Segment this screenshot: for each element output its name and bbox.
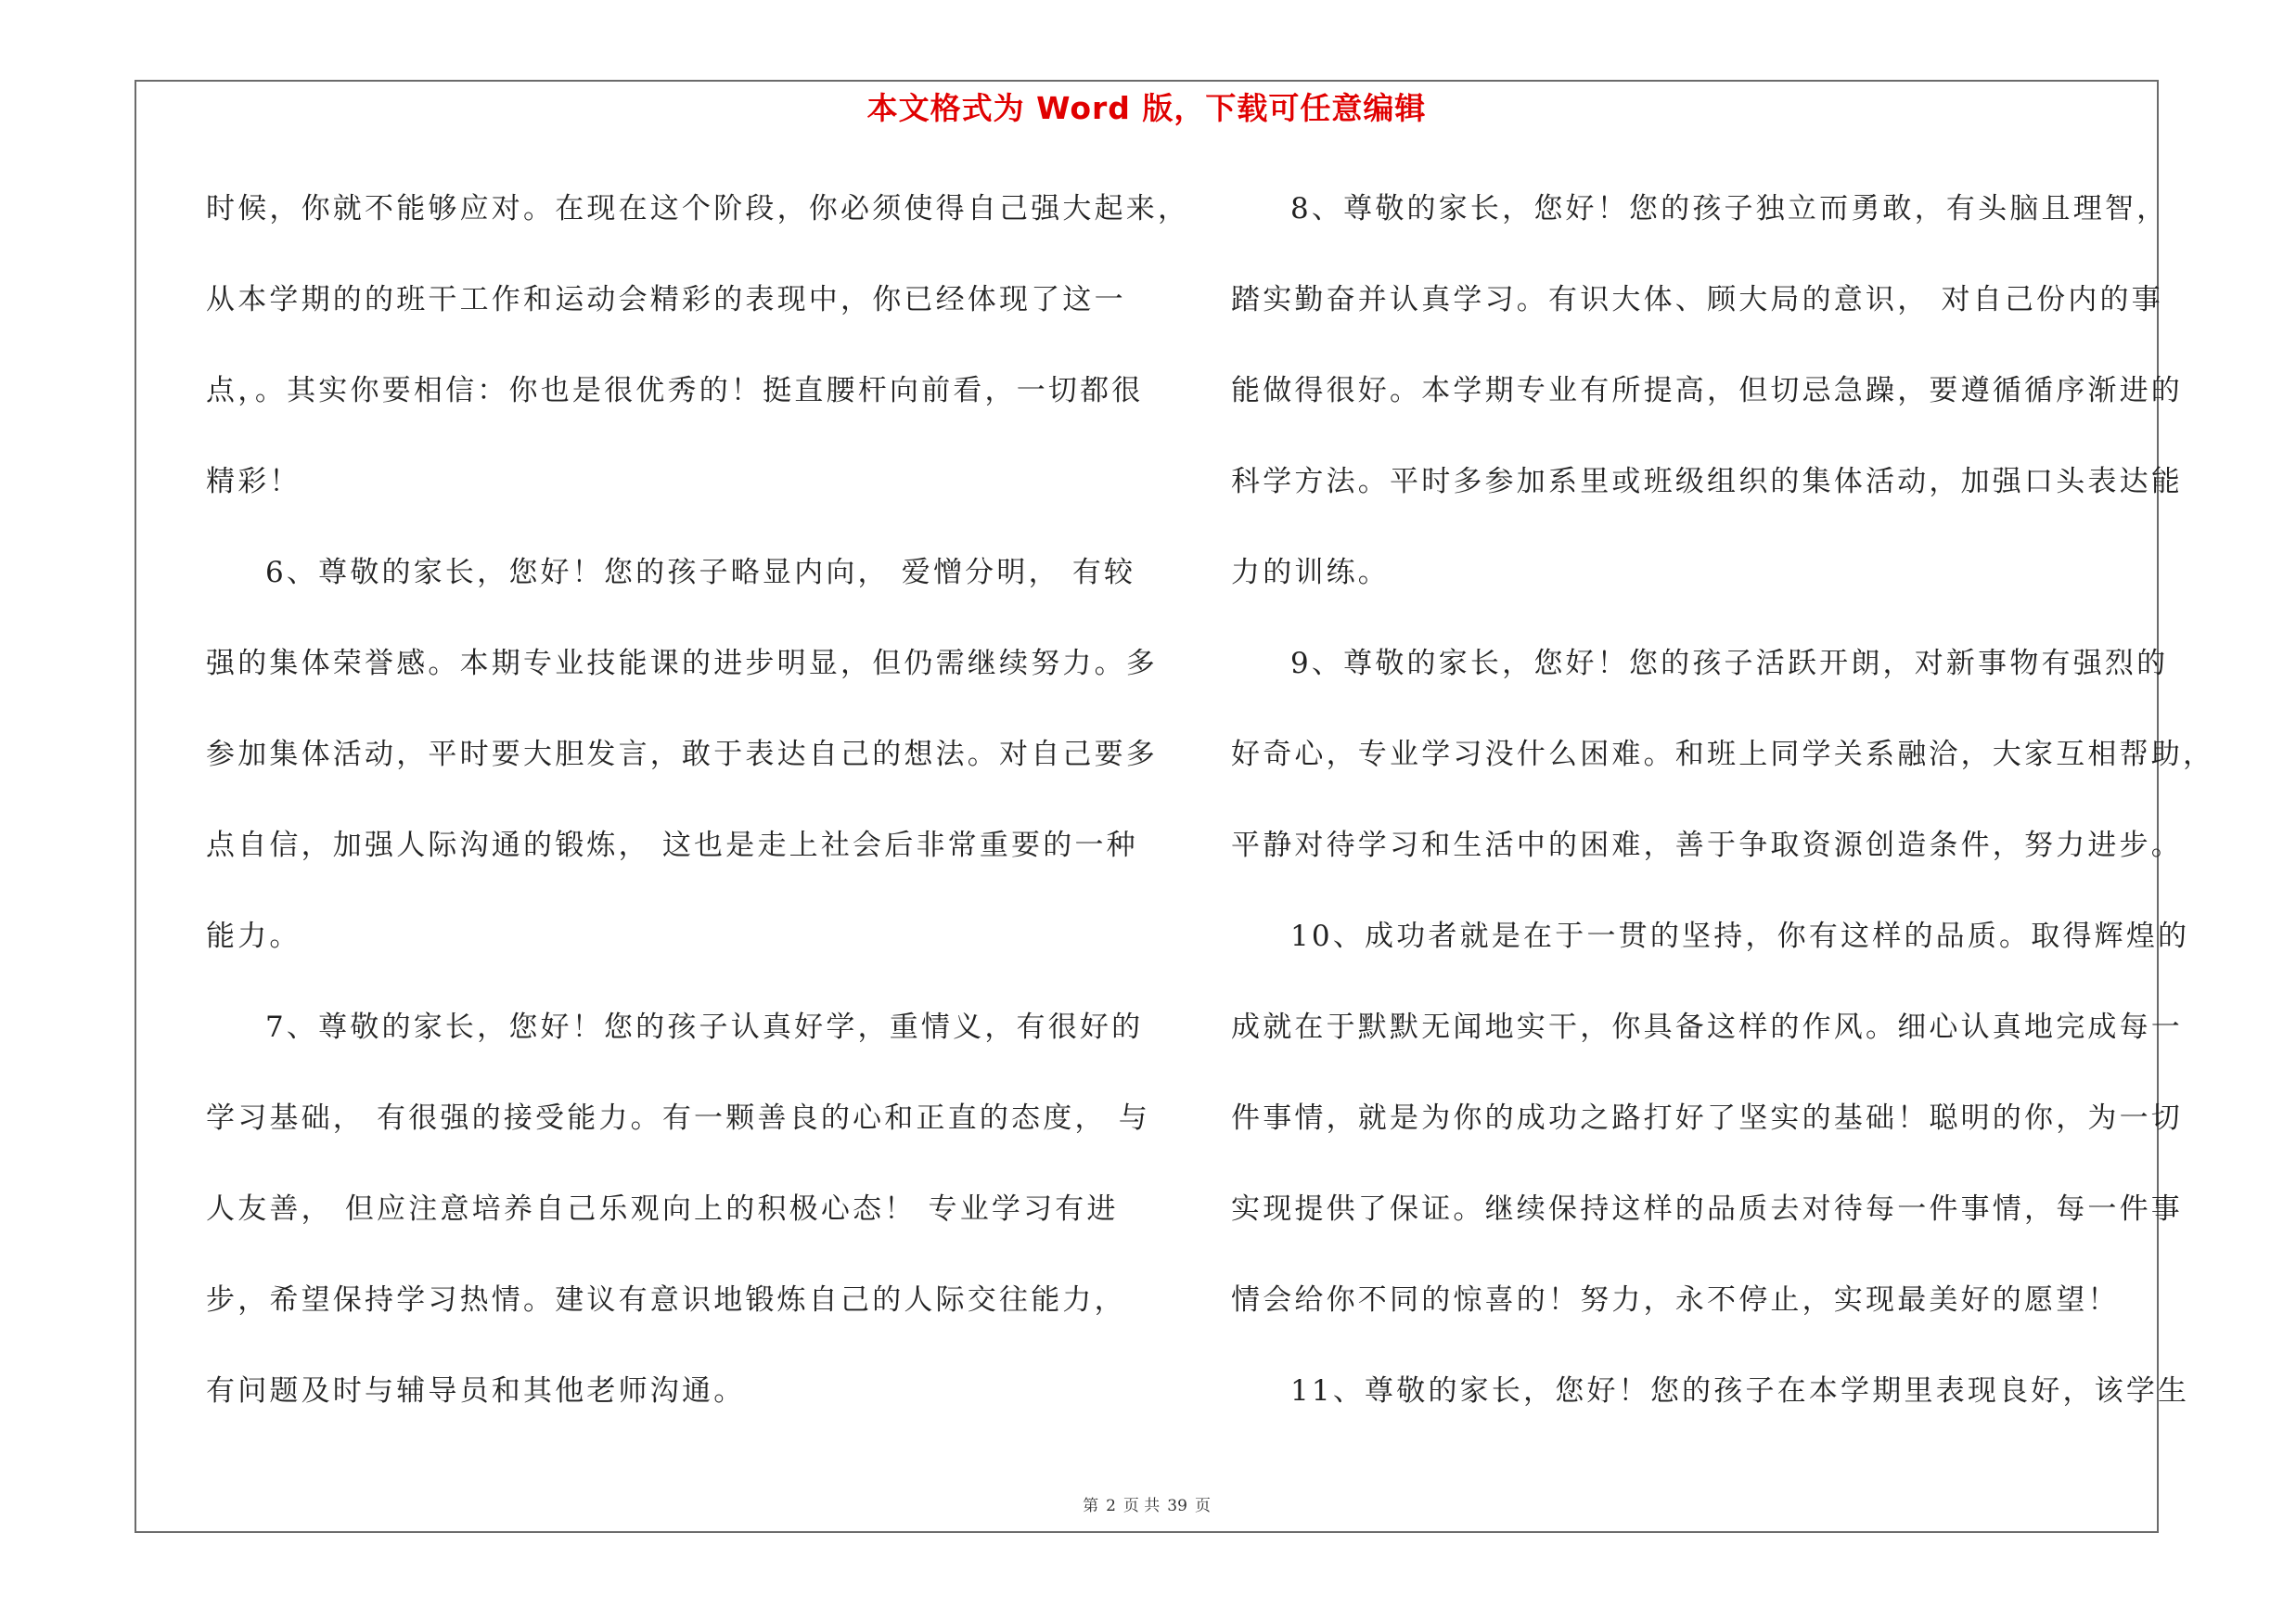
text-line: 实现提供了保证。继续保持这样的品质去对待每一件事情，每一件事 xyxy=(1231,1192,2183,1226)
text-line: 情会给你不同的惊喜的！努力，永不停止，实现最美好的愿望！ xyxy=(1231,1283,2120,1317)
text-line: 能力。 xyxy=(206,920,301,953)
text-line: 学习基础， 有很强的接受能力。有一颗善良的心和正直的态度， 与 xyxy=(206,1101,1150,1135)
text-line: 踏实勤奋并认真学习。有识大体、顾大局的意识， 对自己份内的事 xyxy=(1231,283,2163,316)
text-line: 强的集体荣誉感。本期专业技能课的进步明显，但仍需继续努力。多 xyxy=(206,647,1158,680)
text-line: 步，希望保持学习热情。建议有意识地锻炼自己的人际交往能力， xyxy=(206,1283,1126,1317)
right-text-column xyxy=(1231,186,2214,1459)
text-line: 参加集体活动，平时要大胆发言，敢于表达自己的想法。对自己要多 xyxy=(206,738,1158,771)
text-line: 成就在于默默无闻地实干，你具备这样的作风。细心认真地完成每一 xyxy=(1231,1011,2183,1044)
text-line: 好奇心，专业学习没什么困难。和班上同学关系融洽，大家互相帮助， xyxy=(1231,738,2215,771)
text-line: 能做得很好。本学期专业有所提高，但切忌急躁，要遵循循序渐进的 xyxy=(1231,374,2183,407)
text-line: 精彩！ xyxy=(206,465,301,498)
text-line: 力的训练。 xyxy=(1231,556,1390,589)
text-line: 从本学期的的班干工作和运动会精彩的表现中，你已经体现了这一 xyxy=(206,283,1126,316)
footer-prefix: 第 xyxy=(1083,1497,1099,1515)
footer-middle: 页 共 xyxy=(1122,1497,1161,1515)
text-line: 人友善， 但应注意培养自己乐观向上的积极心态！ 专业学习有进 xyxy=(206,1192,1119,1226)
footer-suffix: 页 xyxy=(1194,1497,1211,1515)
paragraph-start-line: 11、尊敬的家长，您好！您的孩子在本学期里表现良好，该学生 xyxy=(1290,1374,2190,1408)
text-line: 点自信，加强人际沟通的锻炼， 这也是走上社会后非常重要的一种 xyxy=(206,829,1138,862)
paragraph-start-line: 7、尊敬的家长，您好！您的孩子认真好学，重情义，有很好的 xyxy=(265,1011,1144,1044)
format-notice-banner: 本文格式为 Word 版，下载可任意编辑 xyxy=(866,90,1427,126)
text-line: 件事情，就是为你的成功之路打好了坚实的基础！聪明的你，为一切 xyxy=(1231,1101,2183,1135)
text-line: 时候，你就不能够应对。在现在这个阶段，你必须使得自己强大起来， xyxy=(206,192,1190,225)
text-line: 点，。其实你要相信：你也是很优秀的！挺直腰杆向前看，一切都很 xyxy=(206,374,1144,407)
paragraph-start-line: 8、尊敬的家长，您好！您的孩子独立而勇敢，有头脑且理智， xyxy=(1290,192,2169,225)
current-page-number: 2 xyxy=(1106,1497,1116,1515)
paragraph-start-line: 9、尊敬的家长，您好！您的孩子活跃开朗，对新事物有强烈的 xyxy=(1290,647,2169,680)
page-number-footer xyxy=(135,1495,2159,1517)
text-line: 平静对待学习和生活中的困难，善于争取资源创造条件，努力进步。 xyxy=(1231,829,2183,862)
paragraph-start-line: 6、尊敬的家长，您好！您的孩子略显内向， 爱憎分明， 有较 xyxy=(265,556,1136,589)
total-page-count: 39 xyxy=(1167,1497,1187,1515)
left-text-column xyxy=(206,186,1189,1459)
text-line: 科学方法。平时多参加系里或班级组织的集体活动，加强口头表达能 xyxy=(1231,465,2183,498)
paragraph-start-line: 10、成功者就是在于一贯的坚持，你有这样的品质。取得辉煌的 xyxy=(1290,920,2190,953)
text-line: 有问题及时与辅导员和其他老师沟通。 xyxy=(206,1374,746,1408)
